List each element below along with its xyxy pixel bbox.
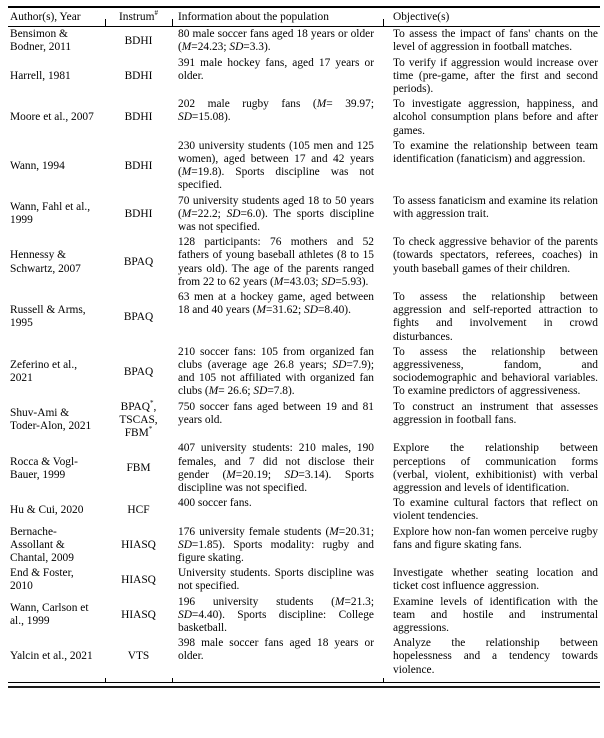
author-cell: Wann, Carlson et al., 1999	[10, 602, 89, 628]
population-cell: University students. Sports discipline was not specified.	[178, 567, 374, 593]
author-cell: Rocca & Vogl-Bauer, 1999	[10, 455, 78, 481]
author-cell: Zeferino et al., 2021	[10, 359, 78, 385]
population-cell: 196 university students (M=21.3; SD=4.40). Sports discipline: College basketball.	[178, 595, 374, 634]
population-cell: 407 university students: 210 males, 190 females, and 7 did not disclose their gender (M=20.19; SD=3.14). Sports discipline was not specified.	[178, 442, 374, 494]
objective-cell: Explore the relationship between perceptions of communication forms (verbal, violent, exhibitionist) with verbal aggression and levels of identification.	[393, 442, 598, 494]
author-cell: Shuv-Ami & Toder-Alon, 2021	[10, 407, 92, 433]
table-row	[8, 566, 600, 594]
author-cell: Yalcin et al., 2021	[10, 650, 93, 663]
author-cell: Wann, 1994	[10, 159, 65, 172]
objective-cell: Analyze the relationship between hopelessness and a tendency towards violence.	[393, 637, 598, 676]
instrument-cell: FBM	[126, 462, 151, 475]
objective-cell: To assess the impact of fans' chants on the level of aggression in football matches.	[393, 28, 598, 54]
objective-cell: To examine the relationship between team identification (fanaticism) and aggression.	[393, 139, 598, 166]
population-cell: 400 soccer fans.	[178, 497, 252, 510]
column-header-authors: Author(s), Year	[8, 7, 105, 27]
tick-cell	[172, 678, 383, 683]
table-row	[8, 194, 600, 236]
instrument-cell: BPAQ*, TSCAS, FBM*	[119, 398, 158, 440]
table-row	[8, 97, 600, 139]
instrument-cell: VTS	[127, 650, 150, 663]
objective-cell: To examine cultural factors that reflect on violent tendencies.	[393, 497, 598, 523]
instrument-cell: BDHI	[124, 207, 153, 220]
population-cell: 391 male hockey fans, aged 17 years or older.	[178, 56, 374, 82]
objective-cell: To check aggressive behavior of the parents (towards spectators, referees, coaches) in youth baseball games of their children.	[393, 236, 598, 275]
population-cell: 63 men at a hockey game, aged between 18 and 40 years (M=31.62; SD=8.40).	[178, 291, 374, 317]
table-row	[8, 27, 600, 56]
author-cell: Bernache-Assollant & Chantal, 2009	[10, 525, 74, 564]
tick-cell	[105, 678, 172, 683]
bottom-tick-row	[8, 678, 600, 683]
population-cell: 80 male soccer fans aged 18 years or older (M=24.23; SD=3.3).	[178, 28, 374, 54]
author-cell: Hennessy & Schwartz, 2007	[10, 249, 81, 275]
instrument-cell: BPAQ	[123, 310, 154, 323]
table-row	[8, 56, 600, 98]
tick-cell	[383, 678, 600, 683]
population-cell: 70 university students aged 18 to 50 years (M=22.2; SD=6.0). The sports discipline was not specified.	[178, 194, 374, 234]
table-body	[8, 27, 600, 683]
author-cell: Moore et al., 2007	[10, 111, 94, 124]
author-cell: Harrell, 1981	[10, 69, 71, 82]
table-header-row	[8, 7, 600, 27]
population-cell: 750 soccer fans aged between 19 and 81 years old.	[178, 400, 374, 426]
column-header-objectives: Objective(s)	[383, 7, 600, 27]
objective-cell: To investigate aggression, happiness, and alcohol consumption plans before and after games.	[393, 98, 598, 137]
instrument-cell: HIASQ	[121, 538, 156, 551]
instrument-cell: HIASQ	[121, 608, 156, 621]
objective-cell: Examine levels of identification with the team and hostile and instrumental aggressions.	[393, 595, 598, 634]
objective-cell: To assess fanaticism and examine its relation with aggression trait.	[393, 194, 598, 220]
objective-cell: To assess the relationship between aggression and self-reported attraction to fights and involvement in crowd disturbances.	[393, 291, 598, 343]
objective-cell: Explore how non-fan women perceive rugby fans and figure skating fans.	[393, 525, 598, 551]
table-row	[8, 235, 600, 290]
table-row	[8, 496, 600, 524]
table-row	[8, 139, 600, 194]
instrument-cell: BDHI	[124, 111, 153, 124]
author-cell: Wann, Fahl et al., 1999	[10, 201, 91, 227]
objective-cell: To construct an instrument that assesses aggression in football fans.	[393, 400, 598, 426]
population-cell: 230 university students (105 men and 125 women), aged between 17 and 42 years (M=19.8). Sports discipline was not specified.	[178, 139, 374, 192]
objective-cell: Investigate whether seating location and ticket cost influence aggression.	[393, 567, 598, 593]
instrument-cell: BDHI	[124, 69, 153, 82]
population-cell: 210 soccer fans: 105 from organized fan clubs (average age 26.8 years; SD=7.9); and 105 not affiliated with organized fan clubs (M= 26.6; SD=7.8).	[178, 345, 374, 398]
population-cell: 176 university female students (M=20.31; SD=1.85). Sports modality: rugby and figure skating.	[178, 525, 374, 564]
author-cell: End & Foster, 2010	[10, 567, 74, 593]
instrument-cell: HIASQ	[121, 573, 156, 586]
objective-cell: To assess the relationship between aggressiveness, fandom, and sociodemographic and behavioral variables. To examine predictors of aggressiveness.	[393, 345, 598, 398]
population-cell: 398 male soccer fans aged 18 years or older.	[178, 637, 374, 663]
table-row	[8, 441, 600, 496]
tick-cell	[8, 678, 105, 683]
table-row	[8, 290, 600, 345]
table-row	[8, 525, 600, 567]
population-cell: 128 participants: 76 mothers and 52 fathers of young baseball athletes (8 to 15 years old). The age of the parents ranged from 22 to 62 years (M=43.03; SD=5.93).	[178, 236, 374, 288]
author-cell: Hu & Cui, 2020	[10, 503, 84, 516]
table-row	[8, 636, 600, 678]
table-row	[8, 400, 600, 442]
column-header-instrument: Instrum#	[105, 7, 172, 27]
author-cell: Bensimon & Bodner, 2011	[10, 28, 72, 54]
instrument-cell: BPAQ	[123, 365, 154, 378]
bottom-rule	[8, 686, 600, 688]
instrument-cell: BDHI	[124, 34, 153, 47]
objective-cell: To verify if aggression would increase over time (pre-game, after the first and second periods).	[393, 56, 598, 96]
population-cell: 202 male rugby fans (M= 39.97; SD=15.08).	[178, 98, 374, 124]
table-row	[8, 345, 600, 400]
author-cell: Russell & Arms, 1995	[10, 304, 86, 330]
studies-table	[8, 6, 600, 683]
table-row	[8, 595, 600, 637]
instrument-cell: BPAQ	[123, 256, 154, 269]
instrument-cell: BDHI	[124, 159, 153, 172]
instrument-cell: HCF	[127, 503, 150, 516]
column-header-population: Information about the population	[172, 7, 383, 27]
